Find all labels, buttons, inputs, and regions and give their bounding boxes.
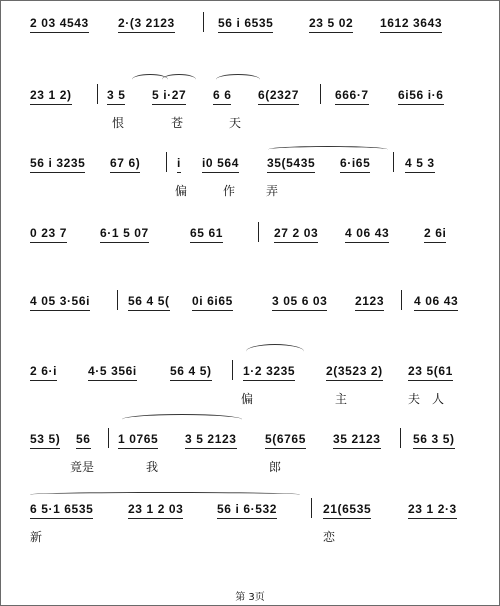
- score-line-1: [0, 16, 500, 72]
- note-group: 2·(3 2123: [118, 16, 175, 30]
- score-line-3: [0, 156, 500, 212]
- score-line-2: [0, 88, 500, 144]
- note-group: 21(6535: [323, 502, 372, 516]
- note-group: 6 6: [213, 88, 232, 102]
- lyric: 天: [229, 116, 242, 130]
- bar-line: [320, 84, 321, 104]
- lyric: 恋: [323, 530, 336, 544]
- note-group: 1·2 3235: [243, 364, 296, 378]
- slur-arc: [30, 492, 300, 497]
- bar-line: [401, 290, 402, 310]
- note-group: 1 0765: [118, 432, 159, 446]
- note-group: 5 i·27: [152, 88, 187, 102]
- note-group: 65 61: [190, 226, 224, 240]
- note-group: 56 i 6535: [218, 16, 274, 30]
- note-group: 666·7: [335, 88, 369, 102]
- lyric: 恨: [112, 116, 125, 130]
- note-group: 2(3523 2): [326, 364, 383, 378]
- score-line-6: [0, 364, 500, 420]
- note-group: 2 6i: [424, 226, 447, 240]
- note-group: 23 5(61: [408, 364, 453, 378]
- lyric: 苍: [171, 116, 184, 130]
- slur-arc: [122, 414, 242, 425]
- lyric: 我: [146, 460, 159, 474]
- lyric: 夫: [408, 392, 421, 406]
- note-group: 56 4 5(: [128, 294, 170, 308]
- note-group: 0i 6i65: [192, 294, 233, 308]
- note-group: 0 23 7: [30, 226, 67, 240]
- note-group: 3 5: [107, 88, 126, 102]
- note-group: 6·i65: [340, 156, 371, 170]
- note-group: i0 564: [202, 156, 239, 170]
- slur-arc: [246, 344, 304, 359]
- note-group: 1612 3643: [380, 16, 443, 30]
- slur-arc: [268, 146, 388, 153]
- note-group: 53 5): [30, 432, 61, 446]
- score-line-8: [0, 502, 500, 558]
- bar-line: [97, 84, 98, 104]
- lyric: 人: [432, 392, 445, 406]
- bar-line: [258, 222, 259, 242]
- lyric: 弄: [266, 184, 279, 198]
- lyric: 偏: [241, 392, 254, 406]
- note-group: 6(2327: [258, 88, 299, 102]
- note-group: 56 i 6·532: [217, 502, 278, 516]
- note-group: 56: [76, 432, 91, 446]
- note-group: 3 05 6 03: [272, 294, 328, 308]
- note-group: 35(5435: [267, 156, 316, 170]
- lyric: 郎: [269, 460, 282, 474]
- note-group: 4 05 3·56i: [30, 294, 91, 308]
- note-group: 6i56 i·6: [398, 88, 444, 102]
- slur-arc: [216, 74, 260, 85]
- score-line-4: [0, 226, 500, 282]
- lyric: 竟是: [70, 460, 95, 474]
- score-line-5: [0, 294, 500, 350]
- note-group: 27 2 03: [274, 226, 319, 240]
- note-group: 23 1 2 03: [128, 502, 184, 516]
- page-number: 第 3页: [235, 592, 265, 603]
- bar-line: [203, 12, 204, 32]
- note-group: 4 06 43: [345, 226, 390, 240]
- bar-line: [400, 428, 401, 448]
- lyric: 新: [30, 530, 43, 544]
- bar-line: [311, 498, 312, 518]
- bar-line: [393, 152, 394, 172]
- note-group: 6·1 5 07: [100, 226, 149, 240]
- bar-line: [108, 428, 109, 448]
- bar-line: [232, 360, 233, 380]
- slur-arc: [162, 74, 196, 85]
- note-group: i: [177, 156, 181, 170]
- note-group: 56 3 5): [413, 432, 455, 446]
- note-group: 2 03 4543: [30, 16, 89, 30]
- bar-line: [166, 152, 167, 172]
- note-group: 56 4 5): [170, 364, 212, 378]
- note-group: 4·5 356i: [88, 364, 137, 378]
- note-group: 67 6): [110, 156, 141, 170]
- bar-line: [117, 290, 118, 310]
- note-group: 23 5 02: [309, 16, 354, 30]
- note-group: 23 1 2·3: [408, 502, 457, 516]
- lyric: 偏: [175, 184, 188, 198]
- note-group: 35 2123: [333, 432, 381, 446]
- note-group: 56 i 3235: [30, 156, 86, 170]
- note-group: 5(6765: [265, 432, 306, 446]
- note-group: 2 6·i: [30, 364, 58, 378]
- note-group: 4 06 43: [414, 294, 459, 308]
- lyric: 主: [335, 392, 348, 406]
- lyric: 作: [223, 184, 236, 198]
- note-group: 2123: [355, 294, 385, 308]
- note-group: 6 5·1 6535: [30, 502, 94, 516]
- note-group: 3 5 2123: [185, 432, 237, 446]
- score-line-7: [0, 432, 500, 488]
- note-group: 23 1 2): [30, 88, 72, 102]
- note-group: 4 5 3: [405, 156, 435, 170]
